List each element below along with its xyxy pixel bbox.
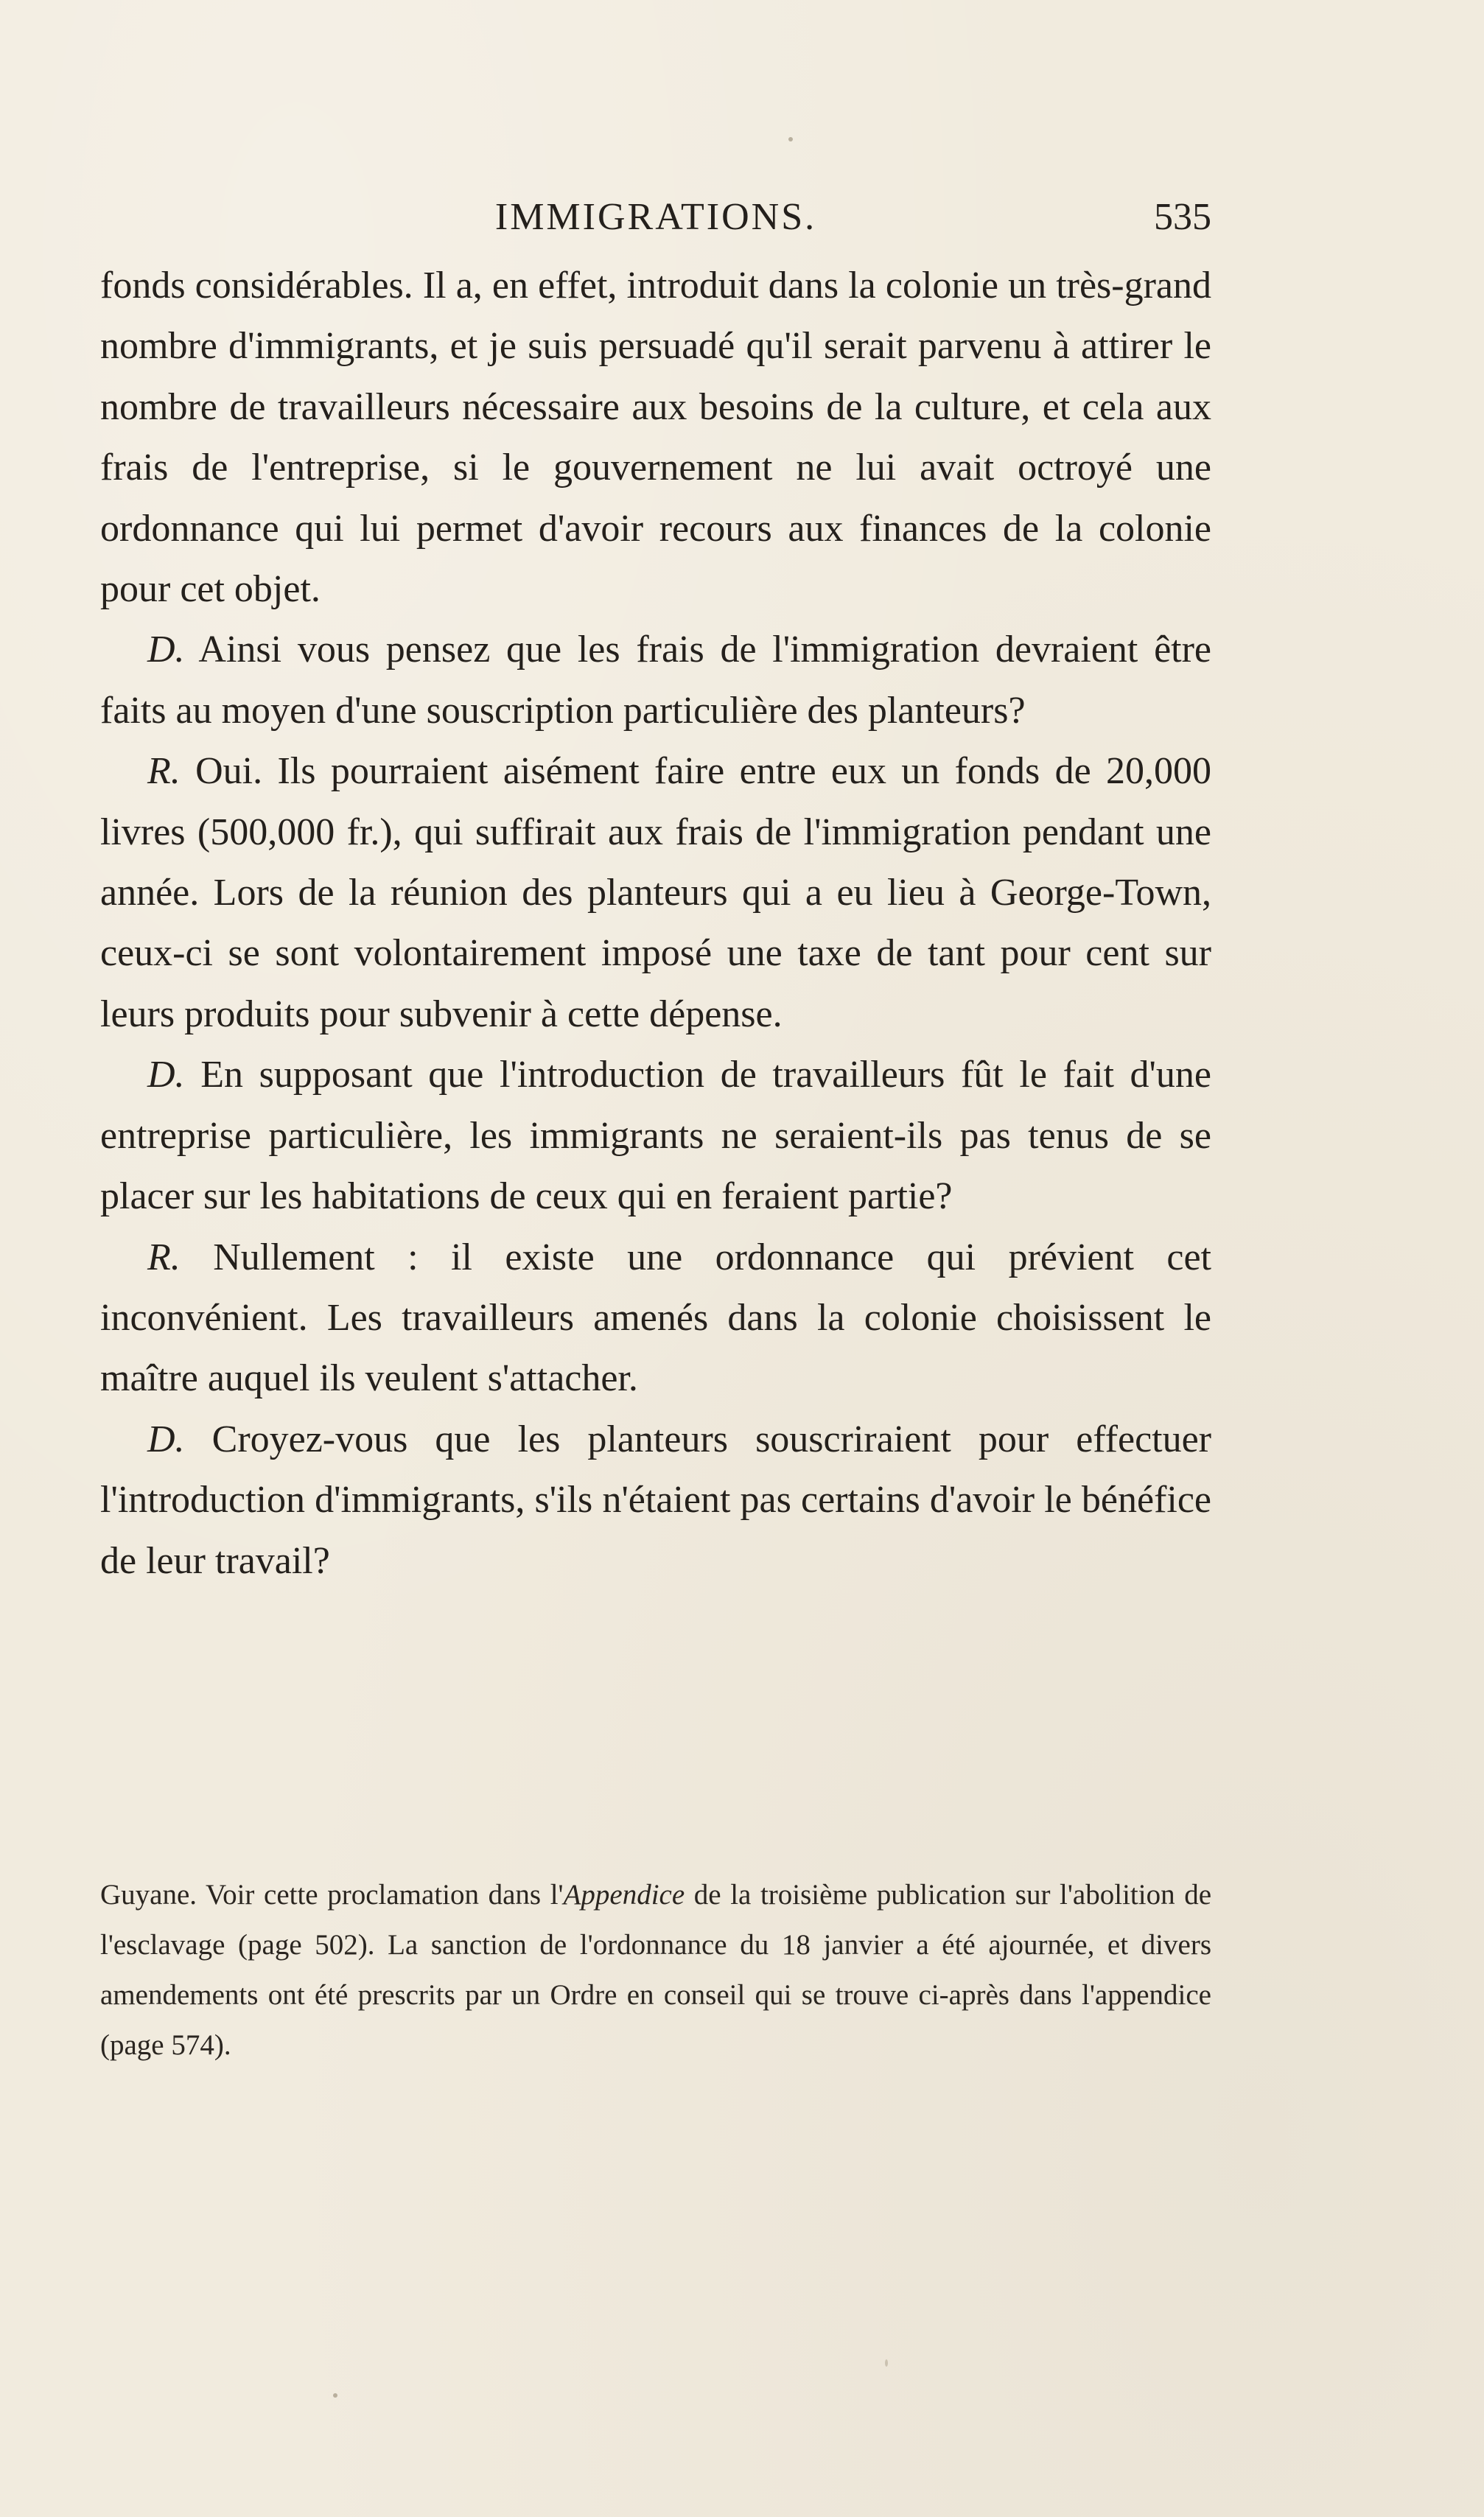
footnote-text-start: Guyane. Voir cette proclamation dans l' <box>100 1879 564 1911</box>
question-paragraph <box>100 620 1211 741</box>
paper-speck <box>885 2359 888 2367</box>
paragraph-text: Nullement : il existe une ordonnance qui prévient cet inconvénient. Les travailleurs amenés dans la colonie choisissent le maître auquel ils veulent s'attacher. <box>100 1236 1211 1400</box>
footnote <box>100 1870 1211 2070</box>
paper-speck <box>333 2393 337 2398</box>
paragraph-text: Oui. Ils pourraient aisément faire entre eux un fonds de 20,000 livres (500,000 fr.), qui suffirait aux frais de l'immigration pendant une année. Lors de la réunion des planteurs qui a eu lieu à George-Town, ceux-ci se sont volontairement imposé une taxe de tant pour cent sur leurs produits pour subvenir à cette dépense. <box>100 750 1211 1035</box>
main-text <box>100 256 1211 1592</box>
footnote-text <box>100 1870 1211 2070</box>
speaker-label: D. <box>147 629 185 671</box>
paragraph-continued: fonds considérables. Il a, en effet, introduit dans la colonie un très-grand nombre d'immigrants, et je suis persuadé qu'il serait parvenu à attirer le nombre de travailleurs nécessaire aux besoins de la culture, et cela aux frais de l'entreprise, si le gouvernement ne lui avait octroyé une ordonnance qui lui permet d'avoir recours aux finances de la colonie pour cet objet. <box>100 265 1211 611</box>
page-header <box>100 188 1211 247</box>
speaker-label: R. <box>147 750 181 793</box>
question-paragraph <box>100 1410 1211 1592</box>
speaker-label: R. <box>147 1236 181 1278</box>
footnote-italic-term: Appendice <box>563 1879 685 1911</box>
paragraph-text: Ainsi vous pensez que les frais de l'immigration devraient être faits au moyen d'une souscription particulière des planteurs? <box>100 629 1211 732</box>
paper-speck <box>788 137 793 141</box>
footnote-text-end: de la troisième publication sur l'abolition de l'esclavage (page 502). La sanction de l'ordonnance du 18 janvier a été ajournée, et divers amendements ont été prescrits par un Ordre en conseil qui se trouve ci-après dans l'appendice (page 574). <box>100 1879 1211 2061</box>
paragraph-text: En supposant que l'introduction de travailleurs fût le fait d'une entreprise particulière, les immigrants ne seraient-ils pas tenus de se placer sur les habitations de ceux qui en feraient partie? <box>100 1054 1211 1218</box>
answer-paragraph <box>100 741 1211 1045</box>
speaker-label: D. <box>147 1054 185 1096</box>
paragraph-text: Croyez-vous que les planteurs souscriraient pour effectuer l'introduction d'immigrants, s'ils n'étaient pas certains d'avoir le bénéfice de leur travail? <box>100 1418 1211 1582</box>
question-paragraph <box>100 1045 1211 1227</box>
running-title: IMMIGRATIONS. <box>494 196 817 238</box>
speaker-label: D. <box>147 1418 185 1460</box>
page-number: 535 <box>1154 196 1211 238</box>
answer-paragraph <box>100 1228 1211 1410</box>
